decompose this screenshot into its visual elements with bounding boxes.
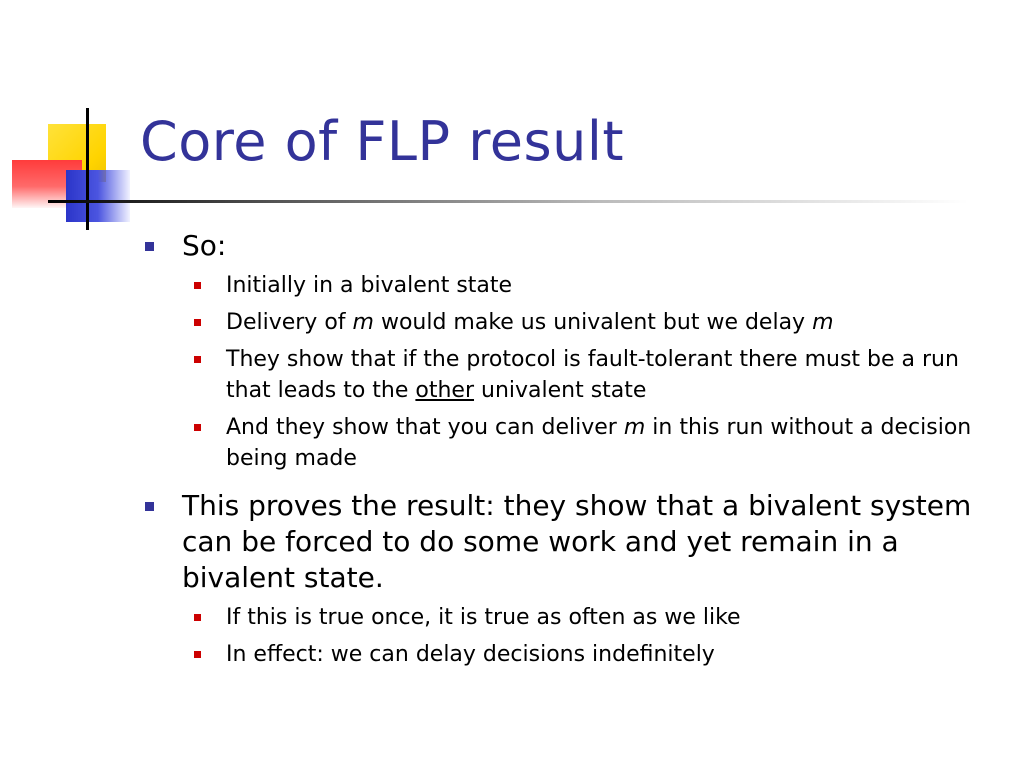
logo-vertical-line [86,108,89,230]
logo-blue-square [66,170,130,222]
bullet-level2 [140,307,1010,338]
underlined-word: other [415,378,475,403]
square-bullet-icon [145,242,154,251]
italic-variable: m [352,310,374,335]
square-bullet-icon [194,282,201,289]
bullet-level2 [140,639,1010,670]
bullet-text: If this is true once, it is true as often as we like [226,605,741,630]
square-bullet-icon [194,356,201,363]
decorative-logo [0,0,140,240]
bullet-level2 [140,270,1010,301]
bullet-text-part: in this run without a decision being made [226,415,972,471]
italic-variable: m [623,415,646,440]
bullet-text: Initially in a bivalent state [226,273,513,298]
square-bullet-icon [194,424,201,431]
slide-content [140,228,1010,676]
slide-title: Core of FLP result [140,110,625,173]
bullet-level2 [140,412,1010,474]
square-bullet-icon [194,319,201,326]
square-bullet-icon [145,502,154,511]
square-bullet-icon [194,651,201,658]
square-bullet-icon [194,614,201,621]
bullet-text-part: Delivery of [226,310,353,335]
bullet-level2 [140,602,1010,633]
bullet-text: This proves the result: they show that a bivalent system can be forced to do some work and yet remain in a bivalent state. [182,489,972,594]
bullet-level1 [140,488,1010,596]
bullet-text: So: [182,229,227,262]
bullet-text-part: They show that if the protocol is fault-tolerant there must be a run that leads to the [226,347,959,403]
bullet-text-part: univalent state [474,378,647,403]
bullet-level2 [140,344,1010,406]
bullet-text-part: would make us univalent but we delay [373,310,813,335]
bullet-level1 [140,228,1010,264]
italic-variable: m [812,310,834,335]
bullet-text: In effect: we can delay decisions indefinitely [226,642,715,667]
title-underline-divider [48,200,968,203]
bullet-text-part: And they show that you can deliver [226,415,624,440]
